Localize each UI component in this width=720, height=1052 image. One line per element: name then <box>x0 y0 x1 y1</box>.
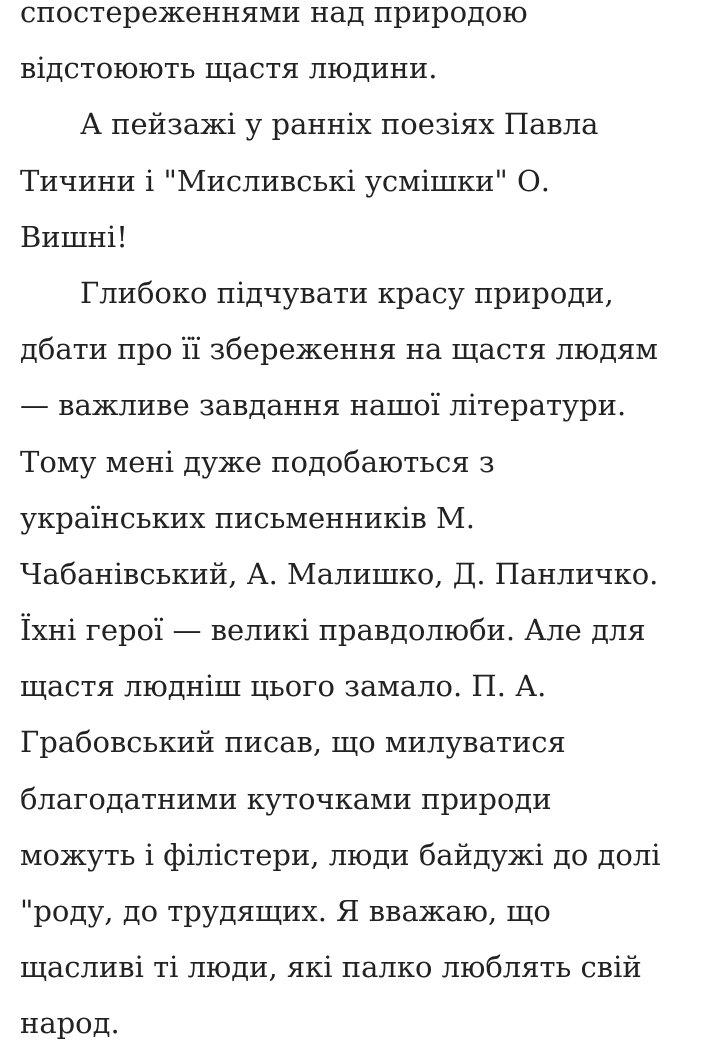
text-line: "роду, до трудящих. Я вважаю, що <box>20 894 551 928</box>
text-line: Чабанівський, А. Малишко, Д. Панличко. <box>20 556 659 591</box>
text-line: Тому мені дуже подобаються з <box>20 444 495 479</box>
text-line: відстоюють щастя людини. <box>20 51 438 86</box>
document-page <box>20 0 710 1052</box>
paragraph-first-line: Глибоко підчувати красу природи, <box>80 275 614 310</box>
paragraph-first-line: А пейзажі у ранніх поезіях Павла <box>80 107 599 142</box>
text-line: українських письменників М. <box>20 500 475 535</box>
text-line: народ. <box>20 1006 120 1041</box>
text-line: благодатними куточками природи <box>20 781 552 816</box>
text-line: можуть і філістери, люди байдужі до долі <box>20 837 661 872</box>
text-line: щастя людніш цього замало. П. А. <box>20 669 547 704</box>
text-line: Їхні герої — великі правдолюби. Але для <box>20 613 646 648</box>
text-line: щасливі ті люди, які палко люблять свій <box>20 950 642 985</box>
text-line: Грабовський писав, що милуватися <box>20 725 566 760</box>
text-line: Вишні! <box>20 219 128 254</box>
text-line: дбати про її збереження на щастя людям <box>20 332 658 367</box>
text-line: Тичини і "Мисливські усмішки" О. <box>20 163 550 198</box>
text-line: спостереженнями над природою <box>20 0 528 29</box>
text-line: — важливе завдання нашої літератури. <box>20 388 627 423</box>
